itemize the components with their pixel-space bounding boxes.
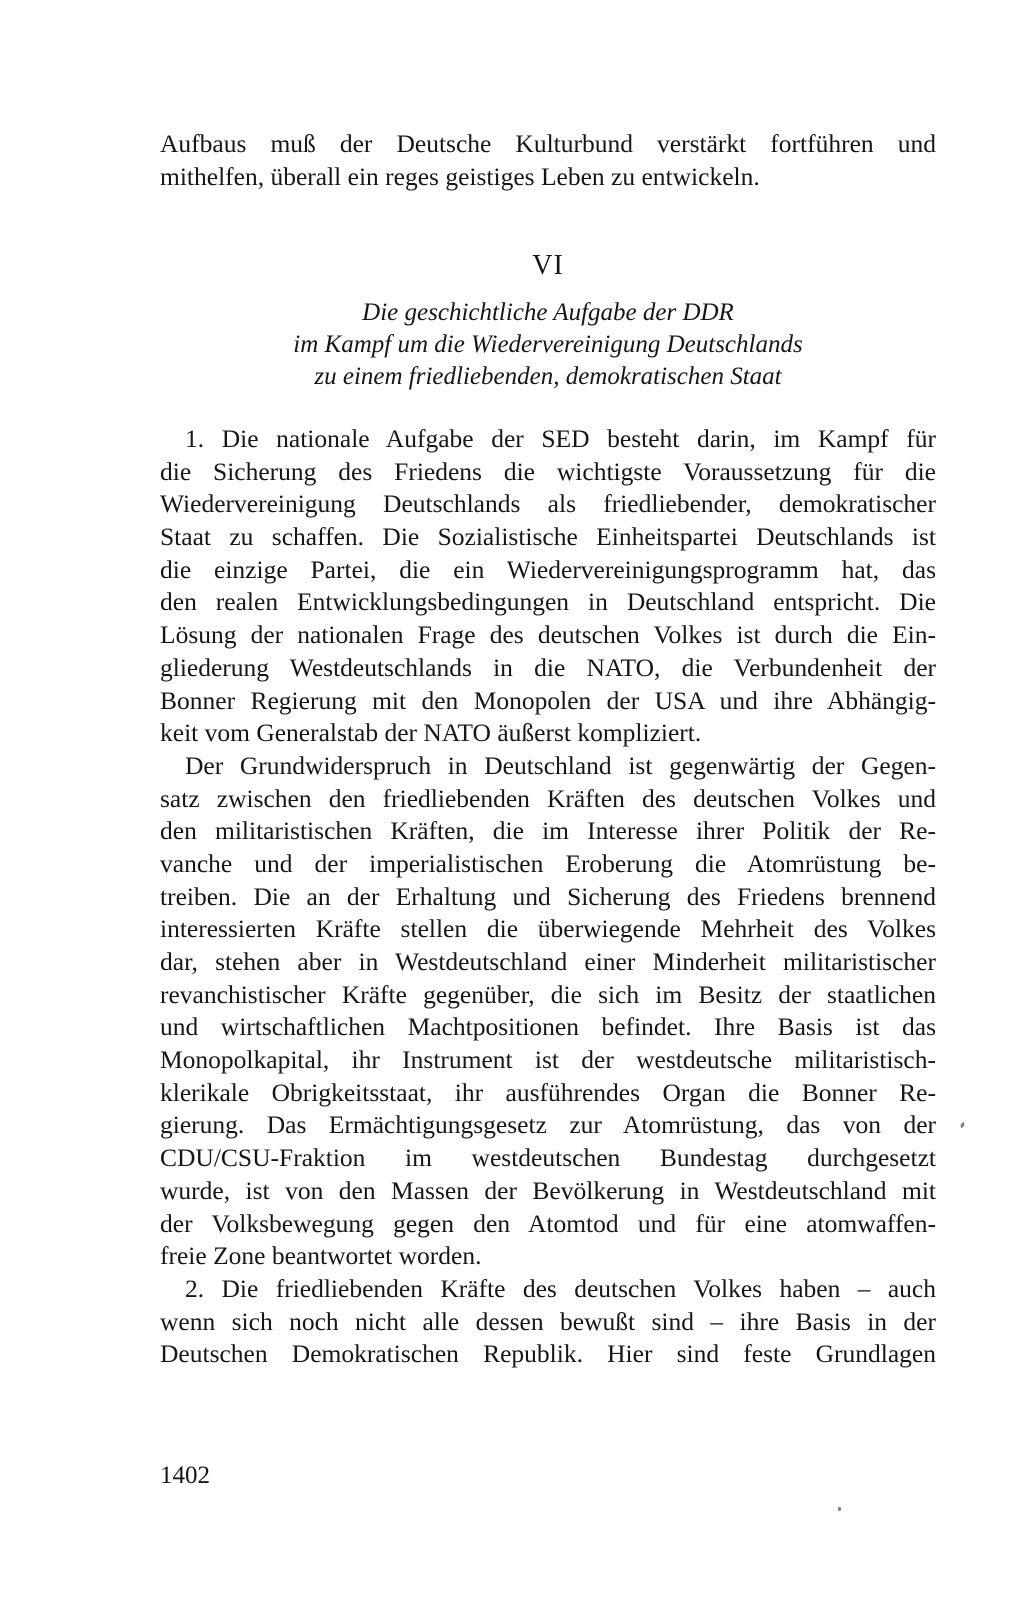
text-line: treiben. Die an der Erhaltung und Sicherung des Friedens brennend (160, 881, 936, 911)
text-line: wenn sich noch nicht alle dessen bewußt sind – ihre Basis in der (160, 1306, 936, 1336)
paragraph-3 (160, 1273, 936, 1371)
text-line: Deutschen Demokratischen Republik. Hier sind feste Grundlagen (160, 1339, 936, 1369)
text-line: keit vom Generalstab der NATO äußerst kompliziert. (160, 718, 702, 748)
text-line: gliederung Westdeutschlands in die NATO, die Verbundenheit der (160, 652, 936, 682)
page-number: 1402 (160, 1462, 210, 1489)
body-text (160, 423, 936, 1371)
opening-text-block (160, 128, 936, 193)
text-line: gierung. Das Ermächtigungsgesetz zur Atomrüstung, das von der (160, 1110, 936, 1140)
text-line: klerikale Obrigkeitsstaat, ihr ausführendes Organ die Bonner Re- (160, 1077, 936, 1107)
text-line: Lösung der nationalen Frage des deutschen Volkes ist durch die Ein- (160, 620, 936, 650)
paragraph-1 (160, 423, 936, 750)
section-title-line: Die geschichtliche Aufgabe der DDR (362, 299, 734, 326)
section-number: VI (532, 250, 564, 281)
scan-speck (960, 1122, 965, 1129)
text-line: dar, stehen aber in Westdeutschland einer Minderheit militaristischer (160, 947, 936, 976)
paragraph-2 (160, 750, 936, 1273)
text-line: den militaristischen Kräften, die im Interesse ihrer Politik der Re- (160, 816, 936, 846)
text-line: den realen Entwicklungsbedingungen in Deutschland entspricht. Die (160, 587, 936, 617)
text-line: Bonner Regierung mit den Monopolen der USA und ihre Abhängig- (160, 685, 936, 715)
text-line: die einzige Partei, die ein Wiedervereinigungsprogramm hat, das (160, 554, 936, 584)
text-line: 2. Die friedliebenden Kräfte des deutschen Volkes haben – auch (185, 1273, 936, 1303)
text-line: satz zwischen den friedliebenden Kräften des deutschen Volkes und (160, 783, 936, 813)
text-line: vanche und der imperialistischen Eroberung die Atomrüstung be- (160, 848, 936, 878)
text-line: CDU/CSU-Fraktion im westdeutschen Bundestag durchgesetzt (160, 1143, 936, 1173)
text-line: Aufbaus muß der Deutsche Kulturbund verstärkt fortführen und (160, 129, 936, 158)
text-line: interessierten Kräfte stellen die überwiegende Mehrheit des Volkes (160, 914, 936, 944)
text-line: die Sicherung des Friedens die wichtigste Voraussetzung für die (160, 456, 936, 486)
text-line: mithelfen, überall ein reges geistiges Leben zu entwickeln. (160, 161, 760, 191)
section-title (160, 297, 936, 393)
text-line: der Volksbewegung gegen den Atomtod und für eine atomwaffen- (160, 1208, 936, 1238)
section-title-line: im Kampf um die Wiedervereinigung Deutschlands (293, 331, 803, 358)
text-line: freie Zone beantwortet worden. (160, 1241, 482, 1271)
text-line: und wirtschaftlichen Machtpositionen befindet. Ihre Basis ist das (160, 1012, 936, 1042)
section-title-line: zu einem friedliebenden, demokratischen Staat (314, 363, 782, 390)
scan-speck (838, 1507, 841, 1511)
text-line: 1. Die nationale Aufgabe der SED besteht darin, im Kampf für (185, 424, 936, 453)
text-line: Staat zu schaffen. Die Sozialistische Einheitspartei Deutschlands ist (160, 522, 936, 552)
text-line: revanchistischer Kräfte gegenüber, die sich im Besitz der staatlichen (160, 979, 936, 1009)
text-line: Monopolkapital, ihr Instrument ist der westdeutsche militaristisch- (160, 1045, 936, 1075)
text-line: wurde, ist von den Massen der Bevölkerung in Westdeutschland mit (160, 1175, 936, 1205)
text-line: Der Grundwiderspruch in Deutschland ist gegenwärtig der Gegen- (185, 750, 936, 780)
text-line: Wiedervereinigung Deutschlands als friedliebender, demokratischer (160, 489, 936, 519)
